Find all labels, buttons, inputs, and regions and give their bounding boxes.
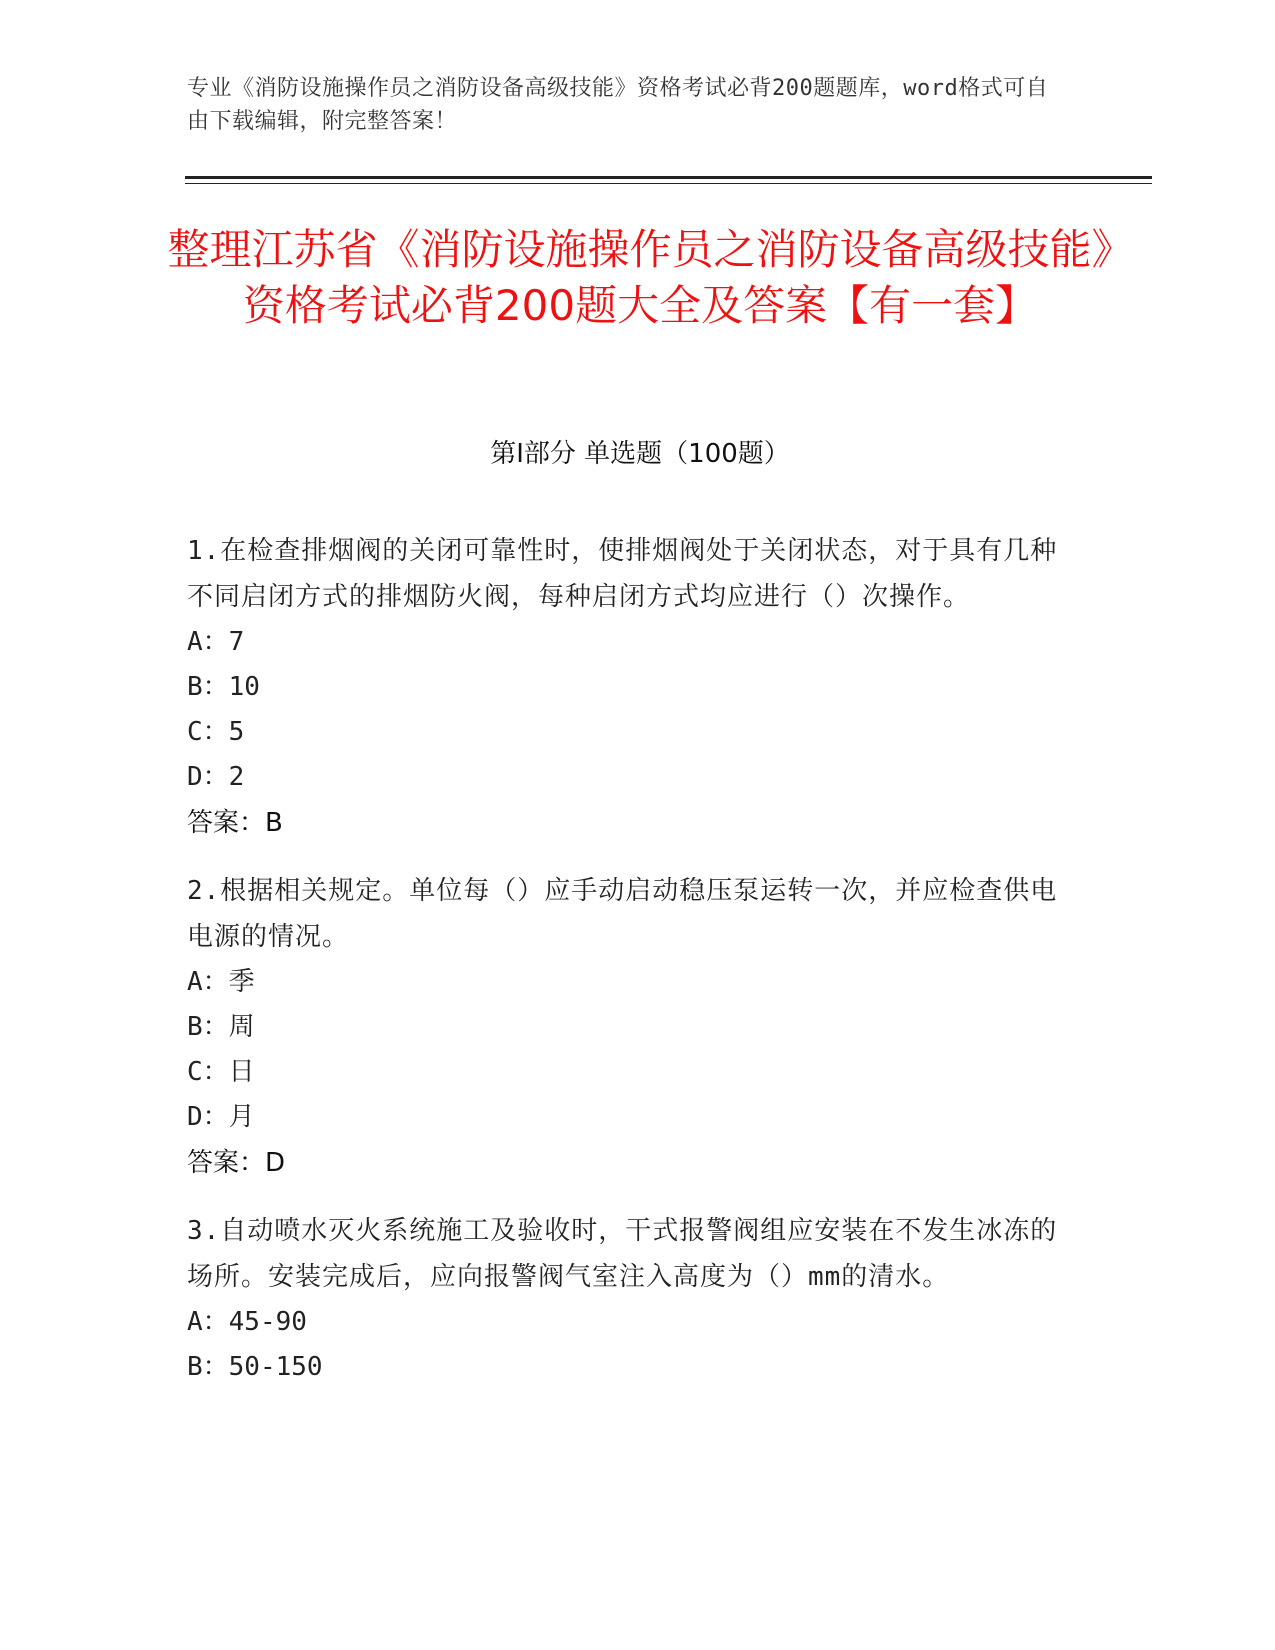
question-item bbox=[187, 528, 1067, 846]
question-item bbox=[187, 1208, 1067, 1390]
answer-line: 答案：D bbox=[187, 1148, 286, 1178]
question-list bbox=[187, 528, 1067, 1412]
option-a: A：季 bbox=[187, 967, 255, 997]
header-rule-thick bbox=[185, 176, 1152, 179]
option-c: C：日 bbox=[187, 1057, 255, 1087]
option-a: A：45-90 bbox=[187, 1307, 307, 1337]
header-rule-thin bbox=[185, 183, 1152, 184]
question-stem: 3.自动喷水灭火系统施工及验收时，干式报警阀组应安装在不发生冰冻的场所。安装完成后，应向报警阀气室注入高度为（）mm的清水。 bbox=[187, 1216, 1058, 1292]
option-d: D：月 bbox=[187, 1102, 255, 1132]
question-stem: 1.在检查排烟阀的关闭可靠性时，使排烟阀处于关闭状态，对于具有几种不同启闭方式的排烟防火阀，每种启闭方式均应进行（）次操作。 bbox=[187, 536, 1058, 612]
option-d: D：2 bbox=[187, 762, 245, 792]
option-b: B：50-150 bbox=[187, 1352, 323, 1382]
question-item bbox=[187, 868, 1067, 1186]
document-title: 整理江苏省《消防设施操作员之消防设备高级技能》资格考试必背200题大全及答案【有一套】 bbox=[167, 225, 1113, 330]
option-b: B：周 bbox=[187, 1012, 255, 1042]
option-c: C：5 bbox=[187, 717, 245, 747]
question-stem: 2.根据相关规定。单位每（）应手动启动稳压泵运转一次，并应检查供电电源的情况。 bbox=[187, 876, 1058, 952]
option-a: A：7 bbox=[187, 627, 245, 657]
section-title: 第Ⅰ部分 单选题（100题） bbox=[490, 439, 790, 469]
answer-line: 答案：B bbox=[187, 808, 283, 838]
header-note: 专业《消防设施操作员之消防设备高级技能》资格考试必背200题题库，word格式可自由下载编辑，附完整答案！ bbox=[187, 76, 1049, 134]
option-b: B：10 bbox=[187, 672, 260, 702]
